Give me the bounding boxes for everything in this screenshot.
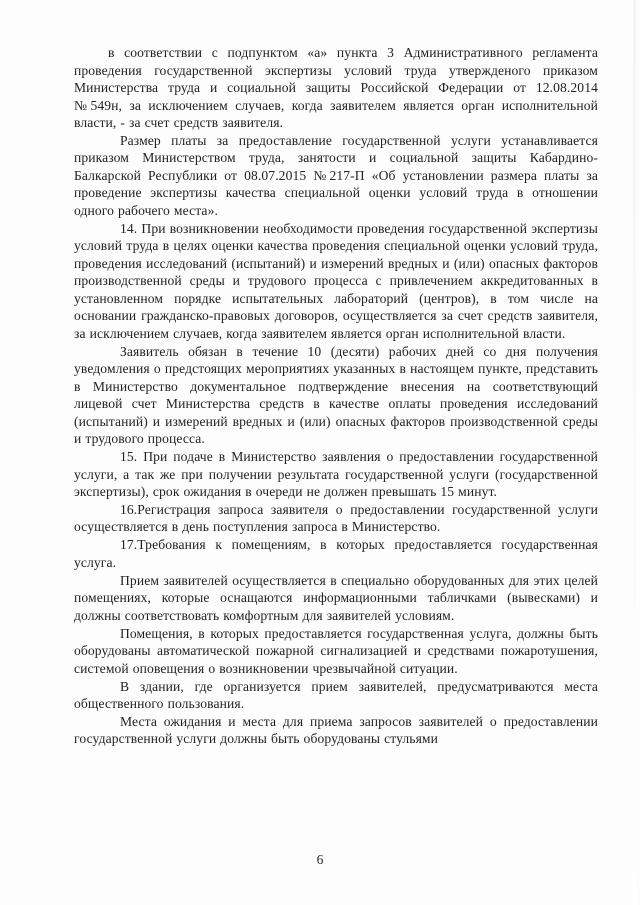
paragraph-fire-safety: Помещения, в которых предоставляется государственная услуга, должны быть оборудованы автоматической пожарной сигнализацией и средствами пожаротушения, системой оповещения о возникновении чрезвычайной ситуации.: [74, 625, 598, 676]
paragraph-public-facilities: В здании, где организуется прием заявителей, предусматриваются места общественного пользования.: [74, 678, 598, 712]
paragraph-item-17: 17.Требования к помещениям, в которых предоставляется государственная услуга.: [74, 537, 598, 570]
paragraph-waiting-areas: Места ожидания и места для приема запросов заявителей о предоставлении государственной услуги должны быть оборудованы стульями: [74, 713, 598, 747]
document-body: [74, 44, 598, 748]
paragraph-item-16: 16.Регистрация запроса заявителя о предоставлении государственной услуги осуществляется в день поступления запроса в Министерство.: [74, 501, 598, 535]
paragraph-applicant-obligation: Заявитель обязан в течение 10 (десяти) рабочих дней со дня получения уведомления о предстоящих мероприятиях указанных в настоящем пункте, представить в Министерство документальное подтверждение внесения на соответствующий лицевой счет Министерства средств в качестве оплаты проведения исследований (испытаний) и измерений вредных и (или) опасных факторов производственной среды и трудового процесса.: [74, 343, 598, 447]
paragraph-item-15: 15. При подаче в Министерство заявления о предоставлении государственной услуги, а так же при получении результата государственной услуги (государственной экспертизы), срок ожидания в очереди не должен превышать 15 минут.: [74, 449, 598, 500]
paragraph-payment-basis: в соответствии с подпунктом «а» пункта 3 Административного регламента проведения государственной экспертизы условий труда утвержденого приказом Министерства труда и социальной защиты Российской Федерации от 12.08.2014 №549н, за исключением случаев, когда заявителем является орган исполнительной власти, - за счет средств заявителя.: [74, 45, 598, 130]
paragraph-fee-amount: Размер платы за предоставление государственной услуги устанавливается приказом Министерством труда, занятости и социальной защиты Кабардино-Балкарской Республики от 08.07.2015 №217-П «Об установлении размера платы за проведение экспертизы качества специальной оценки условий труда в отношении одного рабочего места».: [74, 132, 598, 218]
scan-edge: [633, 0, 636, 905]
page-number: 6: [316, 852, 324, 867]
paragraph-reception-premises: Прием заявителей осуществляется в специально оборудованных для этих целей помещениях, которые оснащаются информационными табличками (вывесками) и должны соответствовать комфортным для заявителей условиям.: [74, 572, 598, 623]
paragraph-item-14: 14. При возникновении необходимости проведения государственной экспертизы условий труда в целях оценки качества проведения специальной оценки условий труда, проведения исследований (испытаний) и измерений вредных и (или) опасных факторов производственной среды и трудового процесса с привлечением аккредитованных в установленном порядке испытательных лабораторий (центров), в том числе на основании гражданско-правовых договоров, осуществляется за счет средств заявителя, за исключением случаев, когда заявителем является орган исполнительной власти.: [74, 220, 598, 341]
